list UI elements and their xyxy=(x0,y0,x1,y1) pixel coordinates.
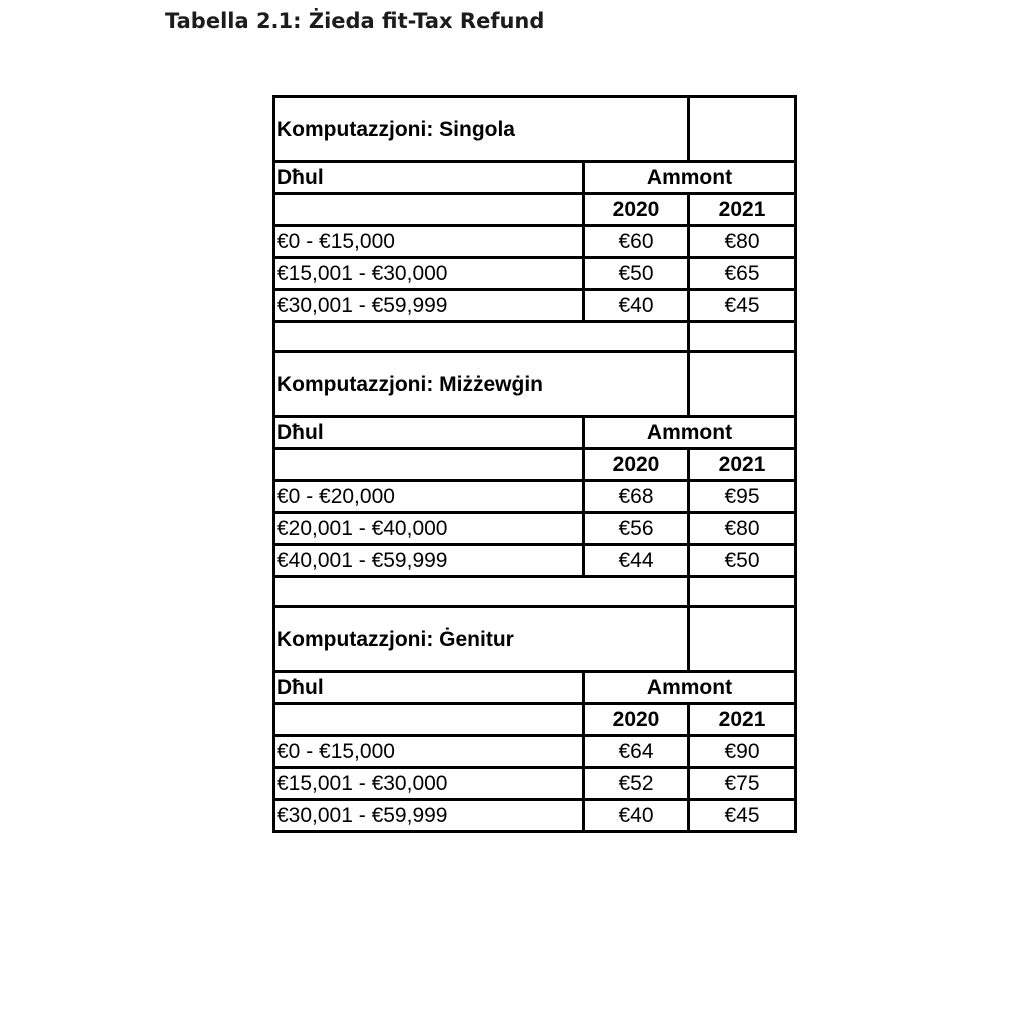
empty-cell xyxy=(274,577,689,607)
table-row xyxy=(274,800,796,832)
year-2020-header: 2020 xyxy=(584,194,689,226)
section-title-row xyxy=(274,352,796,417)
section-title: Komputazzjoni: Miżżewġin xyxy=(274,352,689,417)
header-row xyxy=(274,672,796,704)
empty-cell xyxy=(274,449,584,481)
income-header: Dħul xyxy=(274,162,584,194)
amount-2020: €40 xyxy=(584,290,689,322)
amount-2021: €50 xyxy=(689,545,796,577)
amount-2020: €44 xyxy=(584,545,689,577)
year-2021-header: 2021 xyxy=(689,449,796,481)
section-title-row xyxy=(274,607,796,672)
tax-refund-table xyxy=(272,95,797,833)
table-row xyxy=(274,736,796,768)
amount-2021: €95 xyxy=(689,481,796,513)
amount-2020: €64 xyxy=(584,736,689,768)
section-title: Komputazzjoni: Singola xyxy=(274,97,689,162)
income-header: Dħul xyxy=(274,672,584,704)
amount-2020: €56 xyxy=(584,513,689,545)
table-row xyxy=(274,258,796,290)
empty-cell xyxy=(689,322,796,352)
income-range: €0 - €20,000 xyxy=(274,481,584,513)
table-row xyxy=(274,545,796,577)
table-row xyxy=(274,481,796,513)
year-header-row xyxy=(274,194,796,226)
header-row xyxy=(274,417,796,449)
income-range: €15,001 - €30,000 xyxy=(274,768,584,800)
income-range: €30,001 - €59,999 xyxy=(274,290,584,322)
amount-2020: €60 xyxy=(584,226,689,258)
amount-2021: €90 xyxy=(689,736,796,768)
amount-2021: €80 xyxy=(689,513,796,545)
amount-2021: €75 xyxy=(689,768,796,800)
spacer-row xyxy=(274,577,796,607)
table-row xyxy=(274,226,796,258)
empty-cell xyxy=(689,607,796,672)
income-range: €15,001 - €30,000 xyxy=(274,258,584,290)
amount-2021: €80 xyxy=(689,226,796,258)
empty-cell xyxy=(689,97,796,162)
income-range: €0 - €15,000 xyxy=(274,736,584,768)
amount-header: Ammont xyxy=(584,162,796,194)
year-2021-header: 2021 xyxy=(689,194,796,226)
year-2020-header: 2020 xyxy=(584,704,689,736)
table-row xyxy=(274,290,796,322)
amount-header: Ammont xyxy=(584,417,796,449)
empty-cell xyxy=(689,352,796,417)
year-2020-header: 2020 xyxy=(584,449,689,481)
amount-2020: €40 xyxy=(584,800,689,832)
empty-cell xyxy=(274,704,584,736)
amount-2020: €68 xyxy=(584,481,689,513)
year-header-row xyxy=(274,704,796,736)
table-row xyxy=(274,768,796,800)
income-range: €40,001 - €59,999 xyxy=(274,545,584,577)
table-row xyxy=(274,513,796,545)
header-row xyxy=(274,162,796,194)
empty-cell xyxy=(274,322,689,352)
amount-2020: €50 xyxy=(584,258,689,290)
section-title-row xyxy=(274,97,796,162)
section-title: Komputazzjoni: Ġenitur xyxy=(274,607,689,672)
income-range: €0 - €15,000 xyxy=(274,226,584,258)
amount-header: Ammont xyxy=(584,672,796,704)
spacer-row xyxy=(274,322,796,352)
year-header-row xyxy=(274,449,796,481)
income-range: €20,001 - €40,000 xyxy=(274,513,584,545)
table-caption: Tabella 2.1: Żieda fit-Tax Refund xyxy=(165,9,545,33)
amount-2021: €45 xyxy=(689,800,796,832)
amount-2020: €52 xyxy=(584,768,689,800)
amount-2021: €65 xyxy=(689,258,796,290)
empty-cell xyxy=(689,577,796,607)
empty-cell xyxy=(274,194,584,226)
income-header: Dħul xyxy=(274,417,584,449)
income-range: €30,001 - €59,999 xyxy=(274,800,584,832)
year-2021-header: 2021 xyxy=(689,704,796,736)
amount-2021: €45 xyxy=(689,290,796,322)
